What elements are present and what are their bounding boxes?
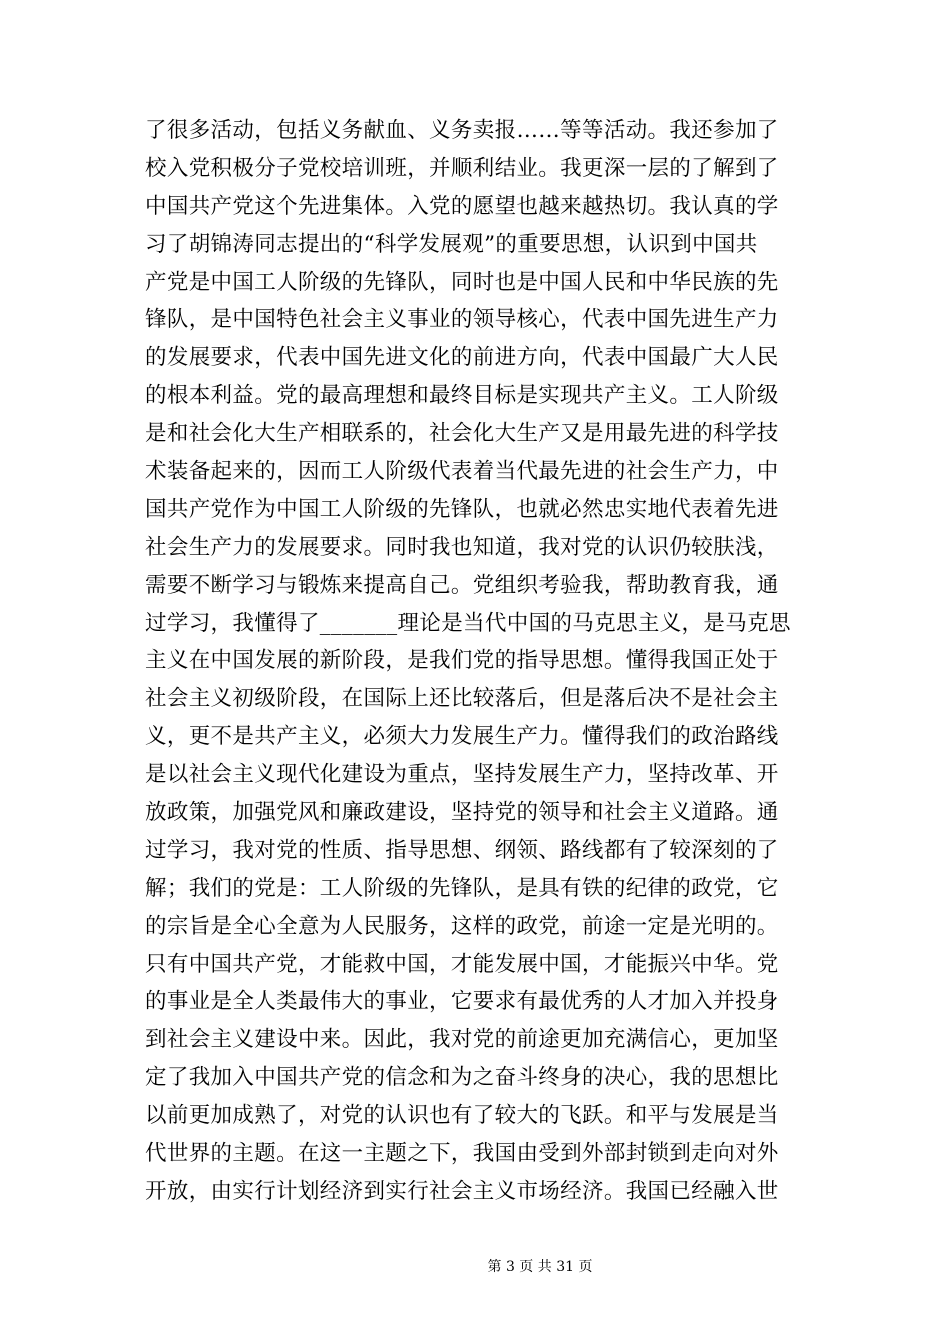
text-line: 义，更不是共产主义，必须大力发展生产力。懂得我们的政治路线 [145, 724, 779, 750]
text-line: 定了我加入中国共产党的信念和为之奋斗终身的决心，我的思想比 [145, 1065, 779, 1091]
text-line: 习了胡锦涛同志提出的“科学发展观”的重要思想，认识到中国共 [145, 231, 758, 257]
text-line: 代世界的主题。在这一主题之下，我国由受到外部封锁到走向对外 [145, 1141, 779, 1167]
text-line: 的根本利益。党的最高理想和最终目标是实现共产主义。工人阶级 [145, 383, 779, 409]
page-number-footer: 第 3 页 共 31 页 [487, 1259, 593, 1275]
text-line: 只有中国共产党，才能救中国，才能发展中国，才能振兴中华。党 [145, 951, 779, 977]
text-line: 是和社会化大生产相联系的，社会化大生产又是用最先进的科学技 [145, 421, 779, 447]
text-line: 需要不断学习与锻炼来提高自己。党组织考验我，帮助教育我，通 [145, 572, 779, 598]
text-line: 的事业是全人类最伟大的事业，它要求有最优秀的人才加入并投身 [145, 989, 779, 1015]
text-line: 过学习，我懂得了_______理论是当代中国的马克思主义，是马克思 [145, 610, 791, 636]
text-line: 社会生产力的发展要求。同时我也知道，我对党的认识仍较肤浅， [145, 534, 779, 560]
text-line: 过学习，我对党的性质、指导思想、纲领、路线都有了较深刻的了 [145, 837, 779, 863]
text-line: 术装备起来的，因而工人阶级代表着当代最先进的社会生产力，中 [145, 459, 779, 485]
text-line: 国共产党作为中国工人阶级的先锋队，也就必然忠实地代表着先进 [145, 496, 779, 522]
text-line: 产党是中国工人阶级的先锋队，同时也是中国人民和中华民族的先 [145, 269, 779, 295]
text-line: 校入党积极分子党校培训班，并顺利结业。我更深一层的了解到了 [145, 155, 779, 181]
text-line: 的宗旨是全心全意为人民服务，这样的政党，前途一定是光明的。 [145, 913, 779, 939]
text-line: 放政策，加强党风和廉政建设，坚持党的领导和社会主义道路。通 [145, 800, 779, 826]
text-line: 开放，由实行计划经济到实行社会主义市场经济。我国已经融入世 [145, 1178, 779, 1204]
body-text [145, 112, 815, 1211]
text-line: 解；我们的党是：工人阶级的先锋队，是具有铁的纪律的政党，它 [145, 875, 779, 901]
text-line: 以前更加成熟了，对党的认识也有了较大的飞跃。和平与发展是当 [145, 1103, 779, 1129]
text-line: 中国共产党这个先进集体。入党的愿望也越来越热切。我认真的学 [145, 193, 779, 219]
text-line: 是以社会主义现代化建设为重点，坚持发展生产力，坚持改革、开 [145, 762, 779, 788]
text-line: 社会主义初级阶段，在国际上还比较落后，但是落后决不是社会主 [145, 686, 779, 712]
text-line: 锋队，是中国特色社会主义事业的领导核心，代表中国先进生产力 [145, 307, 779, 333]
text-line: 到社会主义建设中来。因此，我对党的前途更加充满信心，更加坚 [145, 1027, 779, 1053]
text-line: 的发展要求，代表中国先进文化的前进方向，代表中国最广大人民 [145, 345, 779, 371]
text-line: 了很多活动，包括义务献血、义务卖报……等等活动。我还参加了 [145, 118, 779, 143]
text-line: 主义在中国发展的新阶段，是我们党的指导思想。懂得我国正处于 [145, 648, 779, 674]
